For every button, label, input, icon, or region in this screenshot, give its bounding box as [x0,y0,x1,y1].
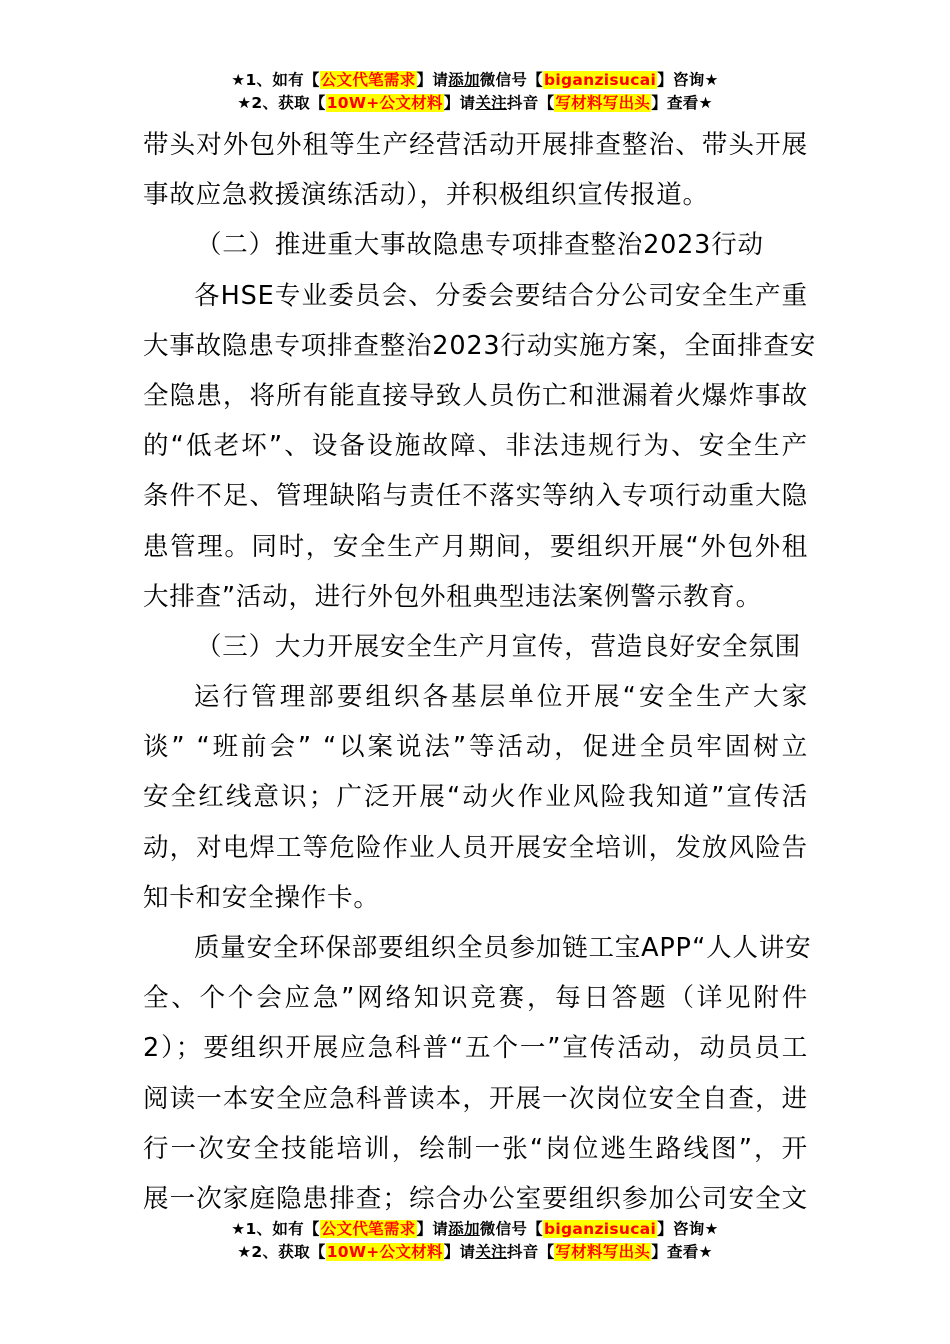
highlight-service: 公文代笔需求 [320,71,416,89]
banner-line-2 [0,1241,950,1264]
body-line: 动，对电焊工等危险作业人员开展安全培训，发放风险告 [143,832,808,863]
highlight-wechat-id: biganzisucai [543,71,657,89]
highlight-service: 公文代笔需求 [320,1220,416,1238]
body-line: 展一次家庭隐患排查；综合办公室要组织参加公司安全文 [143,1183,808,1214]
banner-text: 】请 [416,71,449,89]
banner-text: 】请 [443,94,476,112]
banner-text: ★1、如有【 [231,71,320,89]
banner-text: ★2、获取【 [237,94,326,112]
banner-text: 】查看★ [651,1243,713,1261]
body-line: 带头对外包外租等生产经营活动开展排查整治、带头开展 [143,130,808,160]
highlight-douyin-id: 写材料写出头 [555,1243,651,1261]
paragraph-first-line: 各HSE专业委员会、分委会要结合分公司安全生产重 [194,280,808,311]
banner-text: 】查看★ [651,94,713,112]
highlight-wechat-id: biganzisucai [543,1220,657,1238]
section-heading: （二）推进重大事故隐患专项排查整治2023行动 [196,230,764,261]
body-line: 全、个个会应急”网络知识竞赛，每日答题（详见附件 [143,983,808,1014]
banner-text: ★2、获取【 [237,1243,326,1261]
body-line: 患管理。同时，安全生产月期间，要组织开展“外包外租 [143,531,808,562]
highlight-douyin-id: 写材料写出头 [555,94,651,112]
body-line: 行一次安全技能培训，绘制一张“岗位逃生路线图”，开 [143,1133,808,1164]
banner-text: 】请 [416,1220,449,1238]
body-line: 全隐患，将所有能直接导致人员伤亡和泄漏着火爆炸事故 [143,380,808,411]
paragraph-first-line: 运行管理部要组织各基层单位开展“安全生产大家 [194,682,808,713]
footer-banner [0,1218,950,1264]
body-line: 大事故隐患专项排查整治2023行动实施方案，全面排查安 [143,330,816,361]
banner-underline-text: 添加 [448,1220,480,1238]
banner-text: 】咨询★ [657,71,719,89]
banner-underline-text: 添加 [448,71,480,89]
body-line: 条件不足、管理缺陷与责任不落实等纳入专项行动重大隐 [143,481,808,512]
banner-line-1 [0,69,950,92]
body-line: 知卡和安全操作卡。 [143,882,380,913]
banner-text: 抖音【 [506,1243,555,1261]
banner-text: 】请 [443,1243,476,1261]
banner-text: 微信号【 [479,1220,543,1238]
banner-text: 微信号【 [479,71,543,89]
highlight-materials: 10W+公文材料 [326,1243,443,1261]
section-heading: （三）大力开展安全生产月宣传，营造良好安全氛围 [196,631,801,662]
document-body [143,120,816,1224]
banner-line-1 [0,1218,950,1241]
banner-text: 】咨询★ [657,1220,719,1238]
body-line: 的“低老坏”、设备设施故障、非法违规行为、安全生产 [143,431,808,462]
banner-text: ★1、如有【 [231,1220,320,1238]
paragraph-first-line: 质量安全环保部要组织全员参加链工宝APP“人人讲安 [194,933,812,963]
banner-text: 抖音【 [506,94,555,112]
body-line: 事故应急救援演练活动），并积极组织宣传报道。 [143,180,709,211]
body-line: 阅读一本安全应急科普读本，开展一次岗位安全自查，进 [143,1083,808,1114]
banner-underline-text: 关注 [475,1243,507,1261]
header-banner [0,69,950,115]
body-line: 谈” “班前会” “以案说法”等活动，促进全员牢固树立 [143,732,808,763]
highlight-materials: 10W+公文材料 [326,94,443,112]
body-line: 安全红线意识；广泛开展“动火作业风险我知道”宣传活 [143,782,808,813]
banner-line-2 [0,92,950,115]
body-line: 2）；要组织开展应急科普“五个一”宣传活动，动员员工 [143,1033,808,1064]
banner-underline-text: 关注 [475,94,507,112]
body-line: 大排查”活动，进行外包外租典型违法案例警示教育。 [143,581,762,612]
